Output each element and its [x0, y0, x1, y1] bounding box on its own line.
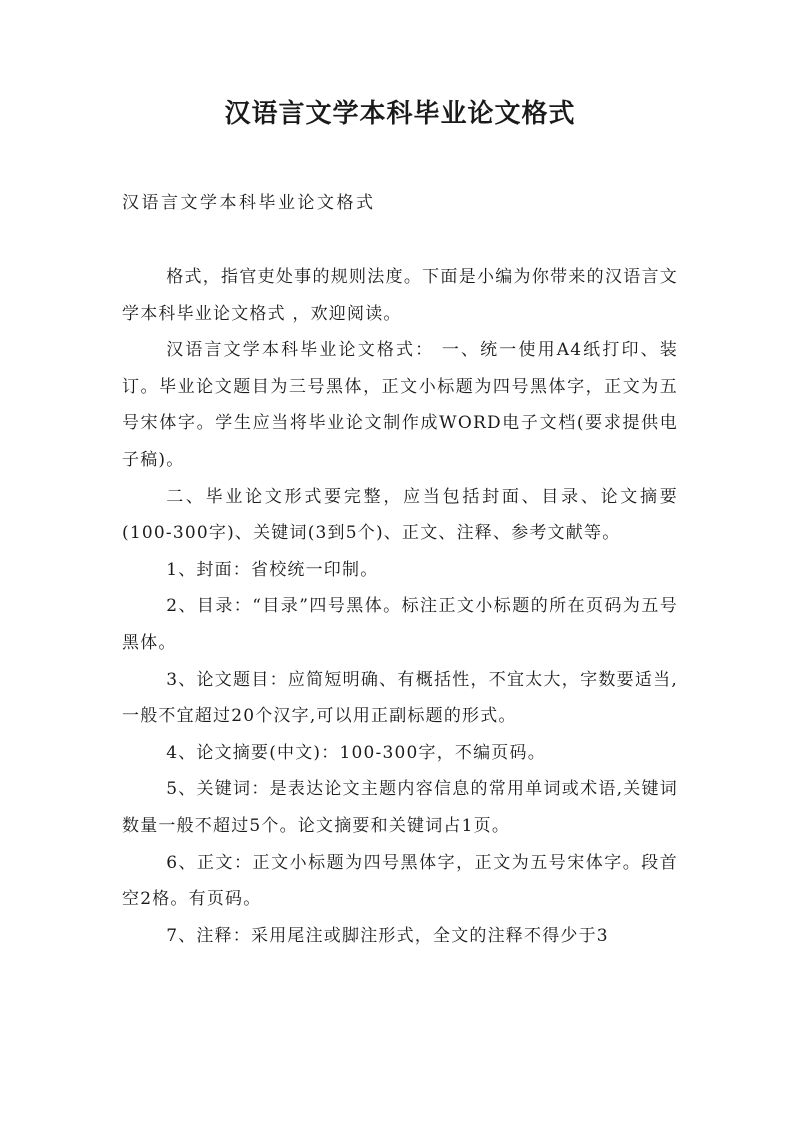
- paragraph: 7、注释：采用尾注或脚注形式，全文的注释不得少于3: [166, 925, 609, 946]
- document-subtitle: 汉语言文学本科毕业论文格式: [122, 193, 376, 213]
- paragraph: 二、毕业论文形式要完整，应当包括封面、目录、论文摘要(100-300字)、关键词(3到5个)、正文、注释、参考文献等。: [122, 486, 678, 544]
- paragraph: 4、论文摘要(中文)：100-300字，不编页码。: [166, 742, 546, 763]
- document-title: 汉语言文学本科毕业论文格式: [224, 99, 576, 129]
- paragraph: 格式，指官吏处事的规则法度。下面是小编为你带来的汉语言文学本科毕业论文格式 ，欢迎阅读。: [122, 267, 678, 324]
- paragraph: 2、目录：“目录”四号黑体。标注正文小标题的所在页码为五号黑体。: [122, 596, 678, 653]
- paragraph: 1、封面：省校统一印制。: [166, 559, 379, 580]
- document-body: [122, 259, 678, 954]
- paragraph: 汉语言文学本科毕业论文格式： 一、统一使用A4纸打印、装订。毕业论文题目为三号黑体，正文小标题为四号黑体字，正文为五号宋体字。学生应当将毕业论文制作成WORD电子文档(要求提供电子稿)。: [122, 340, 678, 470]
- paragraph: 3、论文题目：应简短明确、有概括性，不宜太大，字数要适当,一般不宜超过20个汉字,可以用正副标题的形式。: [122, 669, 678, 727]
- paragraph: 5、关键词：是表达论文主题内容信息的常用单词或术语,关键词数量一般不超过5个。论文摘要和关键词占1页。: [122, 779, 678, 836]
- paragraph: 6、正文：正文小标题为四号黑体字，正文为五号宋体字。段首空2格。有页码。: [122, 852, 678, 910]
